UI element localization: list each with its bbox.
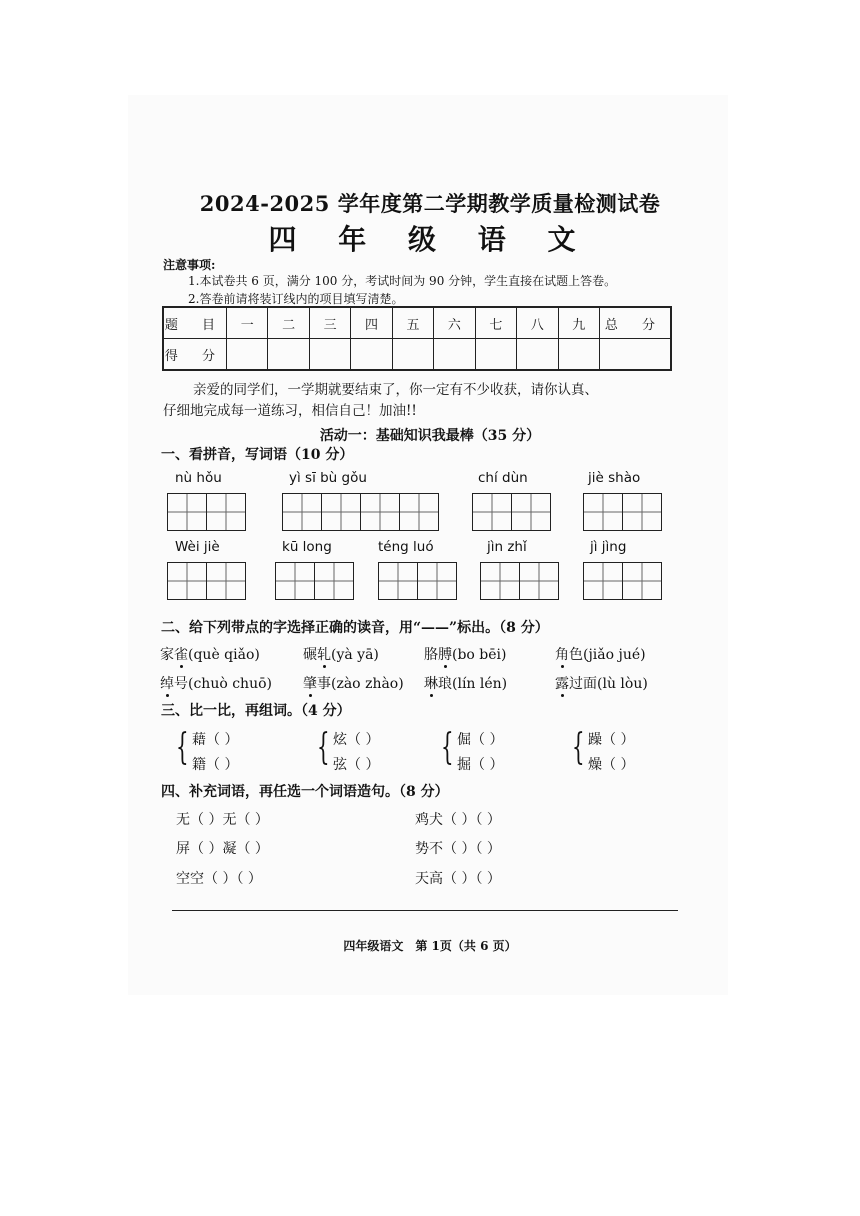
compare-word-blank[interactable]: 弦（ ） — [333, 757, 380, 773]
pinyin-label: yì sī bù gǒu — [289, 470, 367, 486]
answer-grid[interactable] — [167, 493, 246, 531]
exam-subject: 四 年 级 语 文 — [268, 223, 592, 256]
brace-icon: { — [572, 727, 585, 768]
score-col-8: 八 — [517, 307, 558, 339]
answer-grid[interactable] — [282, 493, 439, 531]
dotted-char: 轧 — [317, 647, 331, 663]
writing-cell[interactable] — [481, 563, 520, 599]
pinyin-label: nù hǒu — [175, 470, 222, 486]
writing-cell[interactable] — [361, 494, 400, 530]
writing-cell[interactable] — [276, 563, 315, 599]
notice-item-2: 2.答卷前请将装订线内的项目填写清楚。 — [188, 292, 404, 306]
compare-word-blank[interactable]: 炫（ ） — [333, 732, 380, 748]
writing-cell[interactable] — [520, 563, 558, 599]
dotted-char: 绰 — [160, 676, 174, 692]
writing-cell[interactable] — [623, 563, 661, 599]
brace-icon: { — [441, 727, 454, 768]
compare-word-blank[interactable]: 倔（ ） — [457, 732, 504, 748]
dotted-char: 角 — [555, 647, 569, 663]
idiom-fill-item[interactable]: 无（ ）无（ ） — [176, 812, 269, 828]
reading-item[interactable] — [424, 644, 507, 664]
pronunciation-options: (lín lén) — [452, 676, 508, 692]
idiom-fill-item[interactable]: 鸡犬（ ）（ ） — [415, 812, 501, 828]
compare-word-blank[interactable]: 藉（ ） — [192, 732, 239, 748]
word-char: 胳 — [424, 647, 438, 663]
idiom-fill-item[interactable]: 空空（ ）（ ） — [176, 871, 262, 887]
writing-cell[interactable] — [207, 494, 245, 530]
activity-title: 活动一：基础知识我最棒（35 分） — [319, 428, 541, 444]
idiom-fill-item[interactable]: 屏（ ）凝（ ） — [176, 841, 269, 857]
writing-cell[interactable] — [315, 563, 353, 599]
intro-line-2: 仔细地完成每一道练习，相信自己！加油!! — [163, 403, 417, 419]
score-cell[interactable] — [475, 339, 516, 371]
dotted-char: 雀 — [174, 647, 188, 663]
writing-cell[interactable] — [584, 494, 623, 530]
score-cell[interactable] — [268, 339, 309, 371]
writing-cell[interactable] — [623, 494, 661, 530]
pinyin-label: chí dùn — [478, 470, 528, 486]
writing-cell[interactable] — [418, 563, 456, 599]
answer-grid[interactable] — [583, 562, 662, 600]
reading-item[interactable] — [303, 644, 379, 664]
answer-grid[interactable] — [480, 562, 559, 600]
writing-cell[interactable] — [584, 563, 623, 599]
reading-item[interactable] — [303, 673, 404, 693]
score-col-2: 二 — [268, 307, 309, 339]
pinyin-label: jìn zhǐ — [487, 539, 527, 555]
reading-item[interactable] — [160, 644, 260, 664]
answer-grid[interactable] — [472, 493, 551, 531]
pronunciation-options: (yà yā) — [331, 647, 379, 663]
dotted-char: 肇 — [303, 676, 317, 692]
section-1-title: 一、看拼音，写词语（10 分） — [161, 447, 354, 463]
word-char: 号 — [174, 676, 188, 692]
exam-title: 2024-2025 学年度第二学期教学质量检测试卷 — [199, 191, 661, 216]
pronunciation-options: (bo bēi) — [452, 647, 507, 663]
idiom-fill-item[interactable]: 势不（ ）（ ） — [415, 841, 501, 857]
word-char: 色 — [569, 647, 583, 663]
pronunciation-options: (zào zhào) — [331, 676, 404, 692]
writing-cell[interactable] — [207, 563, 245, 599]
word-char: 过面 — [569, 676, 597, 692]
dotted-char: 琳 — [424, 676, 438, 692]
writing-cell[interactable] — [322, 494, 361, 530]
section-2-title: 二、给下列带点的字选择正确的读音，用“——”标出。（8 分） — [161, 620, 549, 636]
word-char: 琅 — [438, 676, 452, 692]
compare-word-blank[interactable]: 籍（ ） — [192, 757, 239, 773]
pinyin-label: téng luó — [378, 539, 434, 555]
score-col-4: 四 — [351, 307, 392, 339]
pronunciation-options: (jiǎo jué) — [583, 647, 646, 663]
score-cell[interactable] — [517, 339, 558, 371]
score-row-label-topic: 题 目 — [163, 307, 227, 339]
word-char: 家 — [160, 647, 174, 663]
page-footer: 四年级语文 第 1页（共 6 页） — [343, 939, 517, 953]
compare-word-blank[interactable]: 燥（ ） — [588, 757, 635, 773]
writing-cell[interactable] — [168, 563, 207, 599]
writing-cell[interactable] — [473, 494, 512, 530]
score-cell[interactable] — [392, 339, 433, 371]
score-cell[interactable] — [351, 339, 392, 371]
score-col-9: 九 — [558, 307, 600, 339]
reading-item[interactable] — [555, 644, 646, 664]
pinyin-label: jiè shào — [588, 470, 641, 486]
sentence-writing-line[interactable] — [172, 910, 678, 911]
score-col-total: 总 分 — [600, 307, 672, 339]
compare-word-blank[interactable]: 掘（ ） — [457, 757, 504, 773]
pinyin-label: Wèi jiè — [175, 539, 220, 555]
writing-cell[interactable] — [168, 494, 207, 530]
score-cell[interactable] — [227, 339, 268, 371]
answer-grid[interactable] — [167, 562, 246, 600]
score-cell[interactable] — [309, 339, 350, 371]
pronunciation-options: (què qiǎo) — [188, 647, 260, 663]
intro-line-1: 亲爱的同学们，一学期就要结束了，你一定有不少收获，请你认真、 — [193, 382, 598, 398]
score-cell[interactable] — [434, 339, 475, 371]
score-table — [162, 306, 672, 371]
answer-grid[interactable] — [378, 562, 457, 600]
score-table-header-row — [163, 307, 671, 339]
pronunciation-options: (lù lòu) — [597, 676, 648, 692]
score-cell-total[interactable] — [600, 339, 672, 371]
section-4-title: 四、补充词语，再任选一个词语造句。（8 分） — [161, 784, 449, 800]
answer-grid[interactable] — [275, 562, 354, 600]
reading-item[interactable] — [424, 673, 507, 693]
word-char: 碾 — [303, 647, 317, 663]
dotted-char: 膊 — [438, 647, 452, 663]
score-row-label-score: 得 分 — [163, 339, 227, 371]
score-col-1: 一 — [227, 307, 268, 339]
compare-word-blank[interactable]: 躁（ ） — [588, 732, 635, 748]
score-cell[interactable] — [558, 339, 600, 371]
writing-cell[interactable] — [400, 494, 438, 530]
score-col-3: 三 — [309, 307, 350, 339]
reading-item[interactable] — [555, 673, 648, 693]
score-col-7: 七 — [475, 307, 516, 339]
writing-cell[interactable] — [379, 563, 418, 599]
score-col-5: 五 — [392, 307, 433, 339]
brace-icon: { — [317, 727, 330, 768]
pronunciation-options: (chuò chuō) — [188, 676, 272, 692]
word-char: 事 — [317, 676, 331, 692]
pinyin-label: jì jìng — [590, 539, 627, 555]
notice-heading: 注意事项: — [163, 258, 216, 272]
answer-grid[interactable] — [583, 493, 662, 531]
section-3-title: 三、比一比，再组词。（4 分） — [161, 703, 351, 719]
idiom-fill-item[interactable]: 天高（ ）（ ） — [415, 871, 501, 887]
pinyin-label: kū long — [282, 539, 332, 555]
score-col-6: 六 — [434, 307, 475, 339]
reading-item[interactable] — [160, 673, 272, 693]
score-table-score-row — [163, 339, 671, 371]
brace-icon: { — [176, 727, 189, 768]
notice-item-1: 1.本试卷共 6 页，满分 100 分，考试时间为 90 分钟，学生直接在试题上答卷。 — [188, 274, 617, 288]
dotted-char: 露 — [555, 676, 569, 692]
writing-cell[interactable] — [283, 494, 322, 530]
writing-cell[interactable] — [512, 494, 550, 530]
